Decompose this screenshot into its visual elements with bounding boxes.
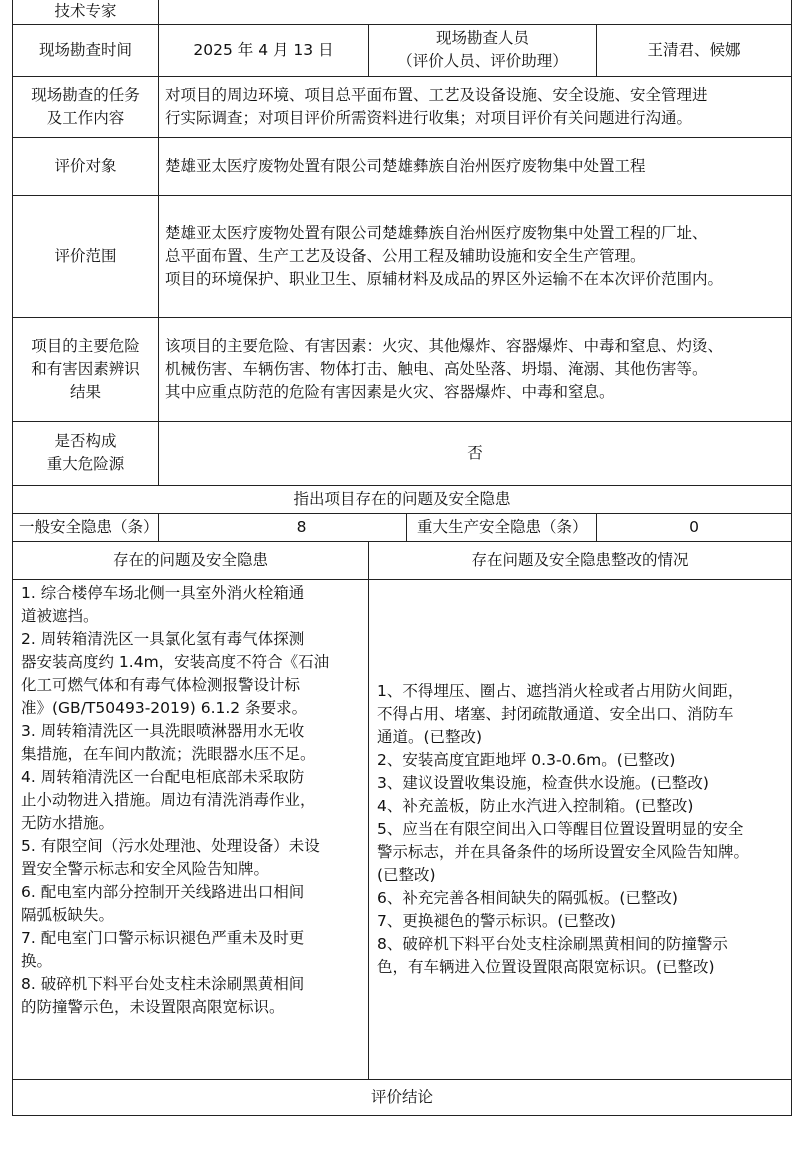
object-row [13,137,792,195]
scope-content [159,195,792,317]
hazards-content [159,317,792,421]
issue-line: 的防撞警示色，未设置限高限宽标识。 [21,997,285,1016]
general-hazard-value: 8 [159,513,407,541]
site-visit-row [13,24,792,76]
visit-staff-value: 王清君、候娜 [597,24,792,76]
issue-line: 准》(GB/T50493-2019) 6.1.2 条要求。 [21,698,308,717]
object-value: 楚雄亚太医疗废物处置有限公司楚雄彝族自治州医疗废物集中处置工程 [159,137,792,195]
major-hazard-label-line2: 重大危险源 [46,455,125,473]
major-hazard-value: 否 [159,421,792,485]
scope-line3: 项目的环境保护、职业卫生、原辅材料及成品的界区外运输不在本次评价范围内。 [165,269,724,288]
columns-header-row [13,541,792,579]
issue-line: 器安装高度约 1.4m，安装高度不符合《石油 [21,652,330,671]
fix-line: 通道。(已整改) [377,727,483,746]
fix-line: 5、应当在有限空间出入口等醒目位置设置明显的安全 [377,819,744,838]
counts-row [13,513,792,541]
major-hazard-label-line1: 是否构成 [54,432,117,450]
hazards-label-line2: 和有害因素辨识 [31,359,140,378]
conclusion-label: 评价结论 [13,1079,792,1115]
issue-line: 置安全警示标志和安全风险告知牌。 [21,859,270,878]
issue-line: 4. 周转箱清洗区一台配电柜底部未采取防 [21,767,305,786]
fix-line: 4、补充盖板，防止水汽进入控制箱。(已整改) [377,796,694,815]
issue-line: 6. 配电室内部分控制开关线路进出口相间 [21,882,305,901]
issue-line: 集措施，在车间内散流；洗眼器水压不足。 [21,744,316,763]
task-content [159,76,792,137]
visit-time-label: 现场勘查时间 [13,24,159,76]
task-line1: 对项目的周边环境、项目总平面布置、工艺及设备设施、安全设施、安全管理进 [165,85,708,104]
visit-time-value: 2025 年 4 月 13 日 [159,24,369,76]
major-hazard-row [13,421,792,485]
problems-title: 指出项目存在的问题及安全隐患 [13,485,792,513]
issue-line: 化工可燃气体和有毒气体检测报警设计标 [21,675,301,694]
task-line2: 行实际调查；对项目评价所需资料进行收集；对项目评价有关问题进行沟通。 [165,108,693,127]
fix-line: 不得占用、堵塞、封闭疏散通道、安全出口、消防车 [377,704,734,723]
task-label-line1: 现场勘查的任务 [31,85,140,104]
scope-line1: 楚雄亚太医疗废物处置有限公司楚雄彝族自治州医疗废物集中处置工程的厂址、 [165,223,708,242]
fix-line: 警示标志，并在具备条件的场所设置安全风险告知牌。 [377,842,750,861]
issues-fixes-row [13,579,792,1079]
hazards-line2: 机械伤害、车辆伤害、物体打击、触电、高处坠落、坍塌、淹溺、其他伤害等。 [165,359,708,378]
issue-line: 7. 配电室门口警示标识褪色严重未及时更 [21,928,305,947]
visit-staff-label-line2: （评价人员、评价助理） [397,52,568,70]
hazards-row [13,317,792,421]
issue-line: 止小动物进入措施。周边有清洗消毒作业， [21,790,316,809]
fixes-list [369,579,792,1079]
major-hazard-label [13,421,159,485]
conclusion-row [13,1079,792,1115]
scope-line2: 总平面布置、生产工艺及设备、公用工程及辅助设施和安全生产管理。 [165,246,646,265]
scope-row [13,195,792,317]
general-hazard-label: 一般安全隐患（条） [13,513,159,541]
issues-column-header: 存在的问题及安全隐患 [13,541,369,579]
hazards-line1: 该项目的主要危险、有害因素：火灾、其他爆炸、容器爆炸、中毒和窒息、灼烫、 [165,336,724,355]
issue-line: 道被遮挡。 [21,606,99,625]
problems-title-row [13,485,792,513]
issue-line: 无防水措施。 [21,813,115,832]
evaluation-form [12,0,791,1116]
scope-label: 评价范围 [13,195,159,317]
hazards-label-line3: 结果 [69,382,101,401]
task-row [13,76,792,137]
issue-line: 2. 周转箱清洗区一具氯化氢有毒气体探测 [21,629,305,648]
fix-line: 7、更换褪色的警示标识。(已整改) [377,911,616,930]
visit-staff-label-line1: 现场勘查人员 [435,29,529,47]
hazards-label-line1: 项目的主要危险 [31,336,140,355]
fixes-column-header: 存在问题及安全隐患整改的情况 [369,541,792,579]
fix-line: 6、补充完善各相间缺失的隔弧板。(已整改) [377,888,678,907]
expert-value [159,0,792,24]
issue-line: 8. 破碎机下料平台处支柱未涂刷黑黄相间 [21,974,305,993]
task-label [13,76,159,137]
issue-line: 换。 [21,951,53,970]
fix-line: 8、破碎机下料平台处支柱涂刷黑黄相间的防撞警示 [377,934,728,953]
expert-label: 技术专家 [13,0,159,24]
task-label-line2: 及工作内容 [46,108,125,127]
issue-line: 1. 综合楼停车场北侧一具室外消火栓箱通 [21,583,305,602]
issue-line: 隔弧板缺失。 [21,905,115,924]
object-label: 评价对象 [13,137,159,195]
issues-list [13,579,369,1079]
expert-row [13,0,792,24]
issue-line: 5. 有限空间（污水处理池、处理设备）未设 [21,836,320,855]
hazards-line3: 其中应重点防范的危险有害因素是火灾、容器爆炸、中毒和窒息。 [165,382,615,401]
major-hazard-count-value: 0 [597,513,792,541]
fix-line: 2、安装高度宜距地坪 0.3-0.6m。(已整改) [377,750,676,769]
fix-line: 色，有车辆进入位置设置限高限宽标识。(已整改) [377,957,715,976]
fix-line: 1、不得埋压、圈占、遮挡消火栓或者占用防火间距， [377,681,744,700]
fix-line: (已整改) [377,865,436,884]
visit-staff-label [369,24,597,76]
hazards-label [13,317,159,421]
form-table [12,0,792,1116]
major-hazard-count-label: 重大生产安全隐患（条） [407,513,597,541]
fix-line: 3、建议设置收集设施，检查供水设施。(已整改) [377,773,709,792]
issue-line: 3. 周转箱清洗区一具洗眼喷淋器用水无收 [21,721,305,740]
